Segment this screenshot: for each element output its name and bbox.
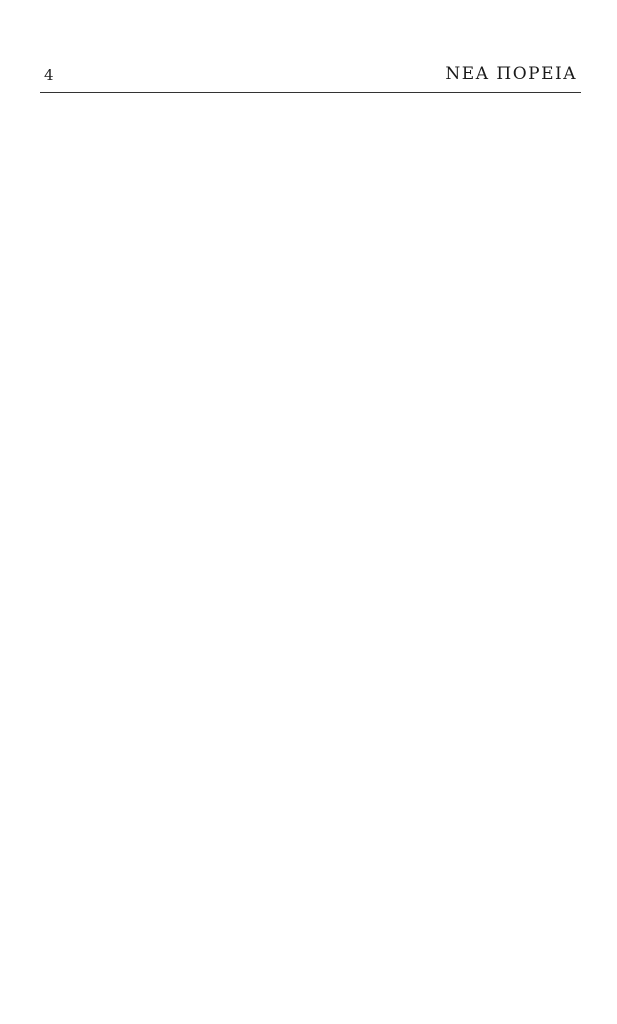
page-number: 4	[44, 66, 54, 84]
header-rule	[40, 92, 581, 93]
article-body	[44, 98, 581, 980]
left-column	[44, 98, 303, 980]
journal-title: ΝΕΑ ΠΟΡΕΙΑ	[445, 64, 577, 84]
right-column	[323, 98, 582, 980]
